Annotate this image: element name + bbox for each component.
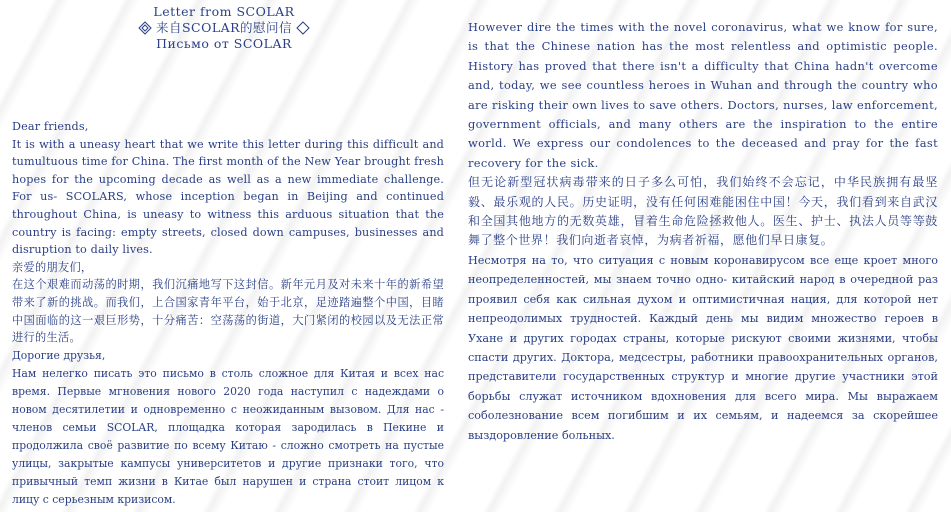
paragraph-chinese-continued: 但无论新型冠状病毒带来的日子多么可怕，我们始终不会忘记，中华民族拥有最坚毅、最乐观的人民。历史证明，没有任何困难能困住中国！今天，我们看到来自武汉和全国其他地方的无数英雄，冒着生命危险拯救他人。医生、护士、执法人员等等鼓舞了整个世界！我们向逝者哀悼，为病者祈福，愿他们早日康复。 [468, 175, 938, 248]
paragraph-english-continued: However dire the times with the novel coronavirus, what we know for sure, is that the Chinese nation has the most relentless and optimistic people. History has proved that there isn't a difficulty that China hadn't overcome and, today, we see countless heroes in Wuhan and through the country who are risking their own lives to save others. Doctors, nurses, law enforcement, government officials, and many others are the inspiration to the entire world. We express our condolences to the deceased and pray for the fast recovery for the sick. [468, 20, 938, 170]
paragraph-russian-continued: Несмотря на то, что ситуация с новым коронавирусом все еще кроет много неопределенностей, мы знаем точно одно- китайский народ в очередной раз проявил себя как сильная духом и оптимистичная нация, для которой нет непреодолимых трудностей. Каждый день мы видим множество героев в Ухане и других городах страны, которые рискуют своими жизнями, чтобы спасти других. Доктора, медсестры, работники правоохранительных органов, представители государственных структур и многие другие участники этой борьбы служат источником вдохновения для всего мира. Мы выражаем соболезнование всем погибшим и их семьям, и надеемся за скорейшее выздоровление больных. [468, 253, 938, 442]
title-chinese-row [4, 20, 444, 36]
paragraph-english: It is with a uneasy heart that we write this letter during this difficult and tumultuous time for China. The first month of the New Year brought fresh hopes for the upcoming decade as well as a new immediate challenge. For us- SCOLARS, whose inception began in Beijing and continued throughout China, is uneasy to witness this arduous situation that the country is facing: empty streets, closed down campuses, businesses and disruption to daily lives. [12, 137, 444, 257]
title-russian: Письмо от SCOLAR [156, 36, 292, 51]
greeting-english: Dear friends, [12, 120, 89, 133]
title-chinese: 来自SCOLAR的慰问信 [155, 20, 293, 35]
title-english: Letter from SCOLAR [153, 4, 295, 19]
diamond-outline-icon [296, 21, 310, 35]
greeting-chinese: 亲爱的朋友们， [12, 260, 93, 274]
greeting-russian: Дорогие друзья, [12, 348, 106, 362]
diamond-icon [138, 21, 152, 35]
left-column [12, 4, 444, 509]
paragraph-russian: Нам нелегко писать это письмо в столь сложное для Китая и всех нас время. Первые мгновения нового 2020 года наступил с надеждами о новом десятилетии и одновременно с неожиданным вызовом. Для нас - членов семьи SCOLAR, площадка которая зародилась в Пекине и продолжила своё развитие по всему Китаю - сложно смотреть на пустые улицы, закрытые кампусы университетов и другие признаки того, что привычный темп жизни в Китае был нарушен и страна стоит лицом к лицу с серьезным кризисом. [12, 366, 444, 506]
right-column [468, 18, 938, 445]
letter-header [4, 4, 444, 52]
paragraph-chinese: 在这个艰难而动荡的时期，我们沉痛地写下这封信。新年元月及对未来十年的新希望带来了新的挑战。而我们，上合国家青年平台，始于北京，足迹踏遍整个中国，目睹中国面临的这一艰巨形势，十分痛苦：空荡荡的街道，大门紧闭的校园以及无法正常进行的生活。 [12, 278, 444, 345]
